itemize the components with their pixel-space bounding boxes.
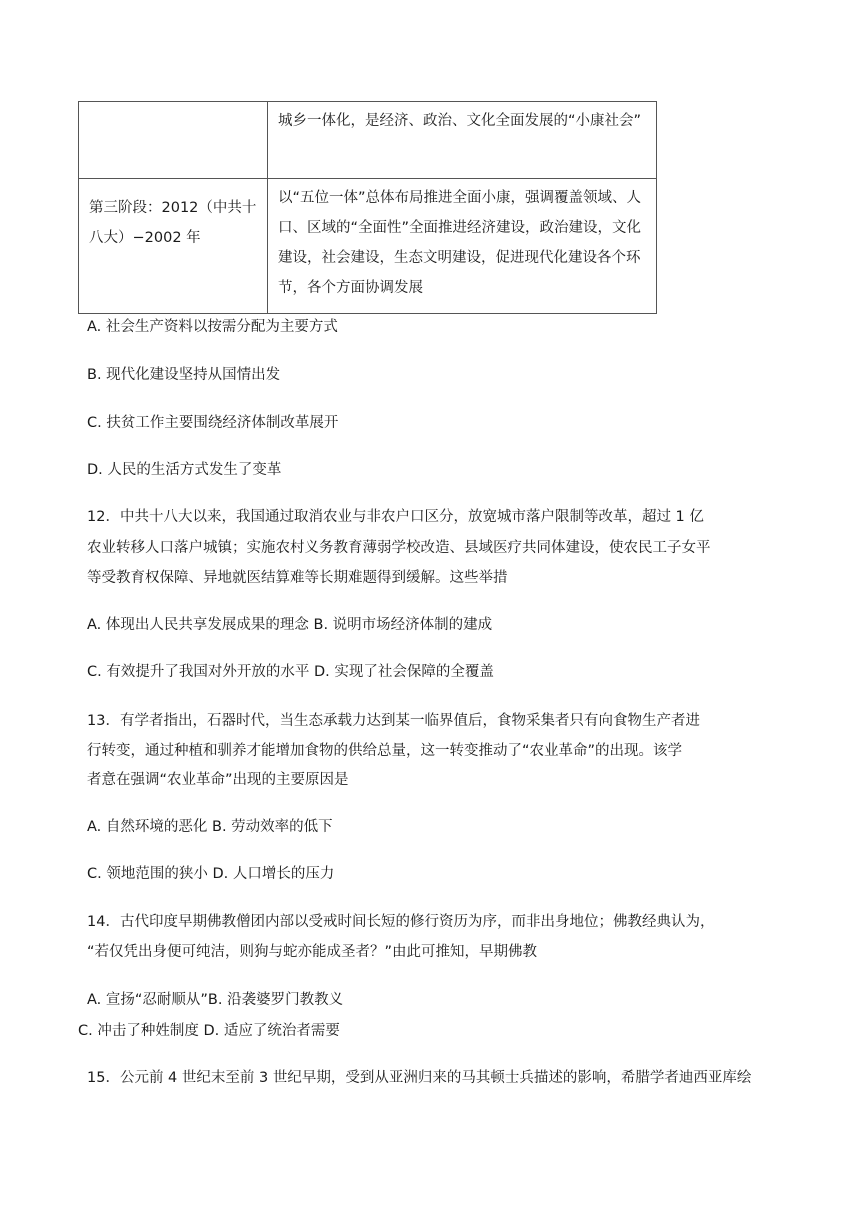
q14-options-ab: A. 宣扬“忍耐顺从”B. 沿袭婆罗门教教义 (87, 992, 344, 1008)
content-cell: 城乡一体化，是经济、政治、文化全面发展的“小康社会” (268, 102, 657, 179)
q11-option-b: B. 现代化建设坚持从国情出发 (87, 367, 281, 383)
q14-stem-line: “若仅凭出身便可纯洁，则狗与蛇亦能成圣者？”由此可推知，早期佛教 (87, 944, 538, 960)
development-stage-table (78, 101, 657, 314)
q11-option-d: D. 人民的生活方式发生了变革 (87, 462, 282, 478)
q15-stem-line: 15．公元前 4 世纪末至前 3 世纪早期，受到从亚洲归来的马其顿士兵描述的影响，希腊学者迪西亚库绘 (87, 1070, 752, 1086)
q12-options-ab: A. 体现出人民共享发展成果的理念 B. 说明市场经济体制的建成 (87, 617, 493, 633)
q14-options-cd: C. 冲击了种姓制度 D. 适应了统治者需要 (78, 1023, 340, 1039)
q13-stem-line: 13．有学者指出，石器时代，当生态承载力达到某一临界值后，食物采集者只有向食物生产者进 (87, 713, 700, 729)
table-row (79, 179, 657, 314)
q12-stem-line: 12．中共十八大以来，我国通过取消农业与非农户口区分，放宽城市落户限制等改革，超过 1 亿 (87, 509, 704, 525)
stage-cell: 第三阶段：2012（中共十八大）−2002 年 (79, 179, 268, 314)
q12-stem-line: 农业转移人口落户城镇；实施农村义务教育薄弱学校改造、县域医疗共同体建设，使农民工子女平 (87, 540, 711, 556)
content-cell: 以“五位一体”总体布局推进全面小康，强调覆盖领域、人口、区域的“全面性”全面推进经济建设，政治建设，文化建设，社会建设，生态文明建设，促进现代化建设各个环节，各个方面协调发展 (268, 179, 657, 314)
q12-stem-line: 等受教育权保障、异地就医结算难等长期难题得到缓解。这些举措 (87, 570, 508, 586)
q11-option-c: C. 扶贫工作主要围绕经济体制改革展开 (87, 415, 339, 431)
q13-options-cd: C. 领地范围的狭小 D. 人口增长的压力 (87, 866, 335, 882)
table-row (79, 102, 657, 179)
q13-stem-line: 者意在强调“农业革命”出现的主要原因是 (87, 772, 349, 788)
q14-stem-line: 14．古代印度早期佛教僧团内部以受戒时间长短的修行资历为序，而非出身地位；佛教经典认为， (87, 914, 715, 930)
q12-options-cd: C. 有效提升了我国对外开放的水平 D. 实现了社会保障的全覆盖 (87, 664, 494, 680)
q13-options-ab: A. 自然环境的恶化 B. 劳动效率的低下 (87, 819, 333, 835)
stage-cell (79, 102, 268, 179)
q11-option-a: A. 社会生产资料以按需分配为主要方式 (87, 319, 338, 335)
q13-stem-line: 行转变，通过种植和驯养才能增加食物的供给总量，这一转变推动了“农业革命”的出现。该学 (87, 743, 683, 759)
